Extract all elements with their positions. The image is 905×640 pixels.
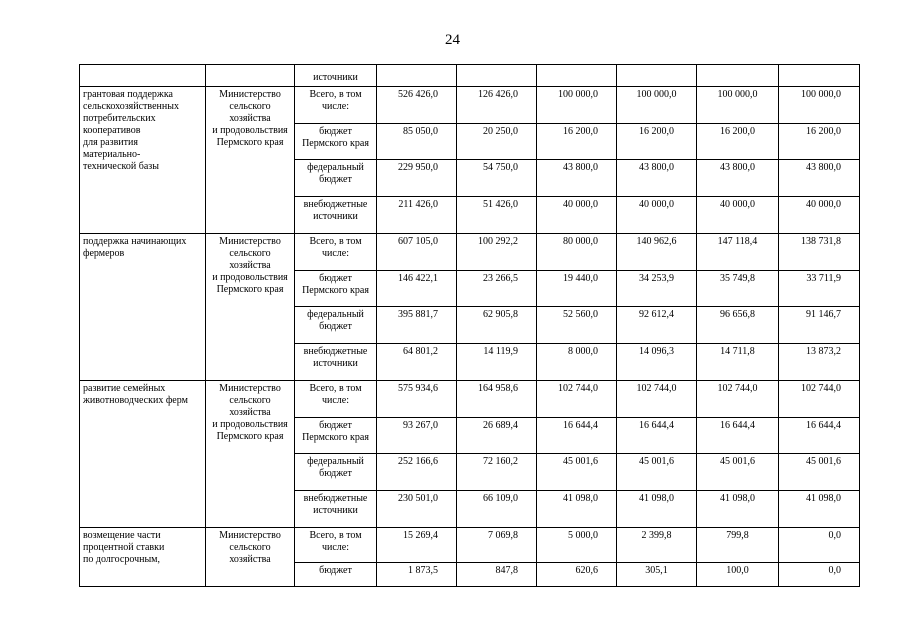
- value-cell: 45 001,6: [617, 454, 697, 491]
- source-cell: федеральный бюджет: [295, 160, 377, 197]
- table-cell: [377, 65, 457, 87]
- page-number: 24: [445, 32, 460, 48]
- value-cell: 16 200,0: [617, 124, 697, 160]
- value-cell: 102 744,0: [537, 381, 617, 418]
- value-cell: 100 000,0: [779, 87, 860, 124]
- source-cell: федеральный бюджет: [295, 454, 377, 491]
- value-cell: 91 146,7: [779, 307, 860, 344]
- value-cell: 19 440,0: [537, 271, 617, 307]
- value-cell: 16 644,4: [537, 418, 617, 454]
- value-cell: 64 801,2: [377, 344, 457, 381]
- source-cell: федеральный бюджет: [295, 307, 377, 344]
- value-cell: 34 253,9: [617, 271, 697, 307]
- value-cell: 45 001,6: [537, 454, 617, 491]
- value-cell: 799,8: [697, 528, 779, 563]
- source-cell: бюджет Пермского края: [295, 418, 377, 454]
- value-cell: 51 426,0: [457, 197, 537, 234]
- table-cell: [779, 65, 860, 87]
- value-cell: 847,8: [457, 563, 537, 587]
- value-cell: 62 905,8: [457, 307, 537, 344]
- value-cell: 16 200,0: [697, 124, 779, 160]
- table-cell: [457, 65, 537, 87]
- table-row: [80, 381, 860, 418]
- value-cell: 100 292,2: [457, 234, 537, 271]
- value-cell: 2 399,8: [617, 528, 697, 563]
- source-cell: внебюджетные источники: [295, 197, 377, 234]
- value-cell: 1 873,5: [377, 563, 457, 587]
- value-cell: 395 881,7: [377, 307, 457, 344]
- value-cell: 100 000,0: [617, 87, 697, 124]
- value-cell: 92 612,4: [617, 307, 697, 344]
- value-cell: 45 001,6: [779, 454, 860, 491]
- value-cell: 40 000,0: [779, 197, 860, 234]
- measure-name-cell: возмещение части процентной ставки по долгосрочным,: [80, 528, 206, 587]
- value-cell: 7 069,8: [457, 528, 537, 563]
- table-row: [80, 528, 860, 563]
- table-row: [80, 87, 860, 124]
- value-cell: 33 711,9: [779, 271, 860, 307]
- value-cell: 252 166,6: [377, 454, 457, 491]
- value-cell: 100,0: [697, 563, 779, 587]
- source-cell: внебюджетные источники: [295, 344, 377, 381]
- source-cell: Всего, в том числе:: [295, 381, 377, 418]
- source-cell: Всего, в том числе:: [295, 234, 377, 271]
- source-cell: источники: [295, 65, 377, 87]
- value-cell: 526 426,0: [377, 87, 457, 124]
- measure-name-cell: грантовая поддержка сельскохозяйственных потребительских кооперативов для развития материально- технической базы: [80, 87, 206, 234]
- value-cell: 93 267,0: [377, 418, 457, 454]
- value-cell: 41 098,0: [779, 491, 860, 528]
- department-cell: Министерство сельского хозяйства и продовольствия Пермского края: [206, 234, 295, 381]
- value-cell: 100 000,0: [697, 87, 779, 124]
- value-cell: 15 269,4: [377, 528, 457, 563]
- department-cell: Министерство сельского хозяйства и продовольствия Пермского края: [206, 87, 295, 234]
- value-cell: 85 050,0: [377, 124, 457, 160]
- value-cell: 211 426,0: [377, 197, 457, 234]
- table-cell: [537, 65, 617, 87]
- value-cell: 16 644,4: [697, 418, 779, 454]
- value-cell: 620,6: [537, 563, 617, 587]
- value-cell: 45 001,6: [697, 454, 779, 491]
- value-cell: 140 962,6: [617, 234, 697, 271]
- value-cell: 138 731,8: [779, 234, 860, 271]
- value-cell: 229 950,0: [377, 160, 457, 197]
- value-cell: 43 800,0: [537, 160, 617, 197]
- value-cell: 66 109,0: [457, 491, 537, 528]
- value-cell: 80 000,0: [537, 234, 617, 271]
- value-cell: 26 689,4: [457, 418, 537, 454]
- value-cell: 43 800,0: [617, 160, 697, 197]
- table-cell: [617, 65, 697, 87]
- value-cell: 23 266,5: [457, 271, 537, 307]
- value-cell: 43 800,0: [779, 160, 860, 197]
- value-cell: 126 426,0: [457, 87, 537, 124]
- department-cell: Министерство сельского хозяйства и продовольствия Пермского края: [206, 381, 295, 528]
- value-cell: 52 560,0: [537, 307, 617, 344]
- value-cell: 72 160,2: [457, 454, 537, 491]
- value-cell: 40 000,0: [697, 197, 779, 234]
- value-cell: 575 934,6: [377, 381, 457, 418]
- value-cell: 164 958,6: [457, 381, 537, 418]
- table-row: [80, 234, 860, 271]
- table-row: [80, 65, 860, 87]
- value-cell: 100 000,0: [537, 87, 617, 124]
- value-cell: 13 873,2: [779, 344, 860, 381]
- value-cell: 96 656,8: [697, 307, 779, 344]
- source-cell: Всего, в том числе:: [295, 528, 377, 563]
- value-cell: 146 422,1: [377, 271, 457, 307]
- value-cell: 16 200,0: [779, 124, 860, 160]
- source-cell: внебюджетные источники: [295, 491, 377, 528]
- department-cell: Министерство сельского хозяйства: [206, 528, 295, 587]
- budget-table: [79, 64, 860, 587]
- value-cell: 14 096,3: [617, 344, 697, 381]
- measure-name-cell: поддержка начинающих фермеров: [80, 234, 206, 381]
- value-cell: 230 501,0: [377, 491, 457, 528]
- value-cell: 0,0: [779, 528, 860, 563]
- value-cell: 147 118,4: [697, 234, 779, 271]
- value-cell: 40 000,0: [537, 197, 617, 234]
- value-cell: 305,1: [617, 563, 697, 587]
- value-cell: 40 000,0: [617, 197, 697, 234]
- value-cell: 41 098,0: [617, 491, 697, 528]
- value-cell: 102 744,0: [697, 381, 779, 418]
- value-cell: 41 098,0: [697, 491, 779, 528]
- value-cell: 16 644,4: [617, 418, 697, 454]
- value-cell: 35 749,8: [697, 271, 779, 307]
- value-cell: 607 105,0: [377, 234, 457, 271]
- measure-name-cell: развитие семейных животноводческих ферм: [80, 381, 206, 528]
- value-cell: 54 750,0: [457, 160, 537, 197]
- value-cell: 20 250,0: [457, 124, 537, 160]
- value-cell: 14 711,8: [697, 344, 779, 381]
- table-cell: [80, 65, 206, 87]
- value-cell: 16 200,0: [537, 124, 617, 160]
- value-cell: 41 098,0: [537, 491, 617, 528]
- value-cell: 43 800,0: [697, 160, 779, 197]
- table-cell: [697, 65, 779, 87]
- table-cell: [206, 65, 295, 87]
- source-cell: Всего, в том числе:: [295, 87, 377, 124]
- value-cell: 5 000,0: [537, 528, 617, 563]
- value-cell: 16 644,4: [779, 418, 860, 454]
- value-cell: 14 119,9: [457, 344, 537, 381]
- source-cell: бюджет Пермского края: [295, 271, 377, 307]
- value-cell: 102 744,0: [779, 381, 860, 418]
- value-cell: 0,0: [779, 563, 860, 587]
- value-cell: 102 744,0: [617, 381, 697, 418]
- value-cell: 8 000,0: [537, 344, 617, 381]
- source-cell: бюджет: [295, 563, 377, 587]
- source-cell: бюджет Пермского края: [295, 124, 377, 160]
